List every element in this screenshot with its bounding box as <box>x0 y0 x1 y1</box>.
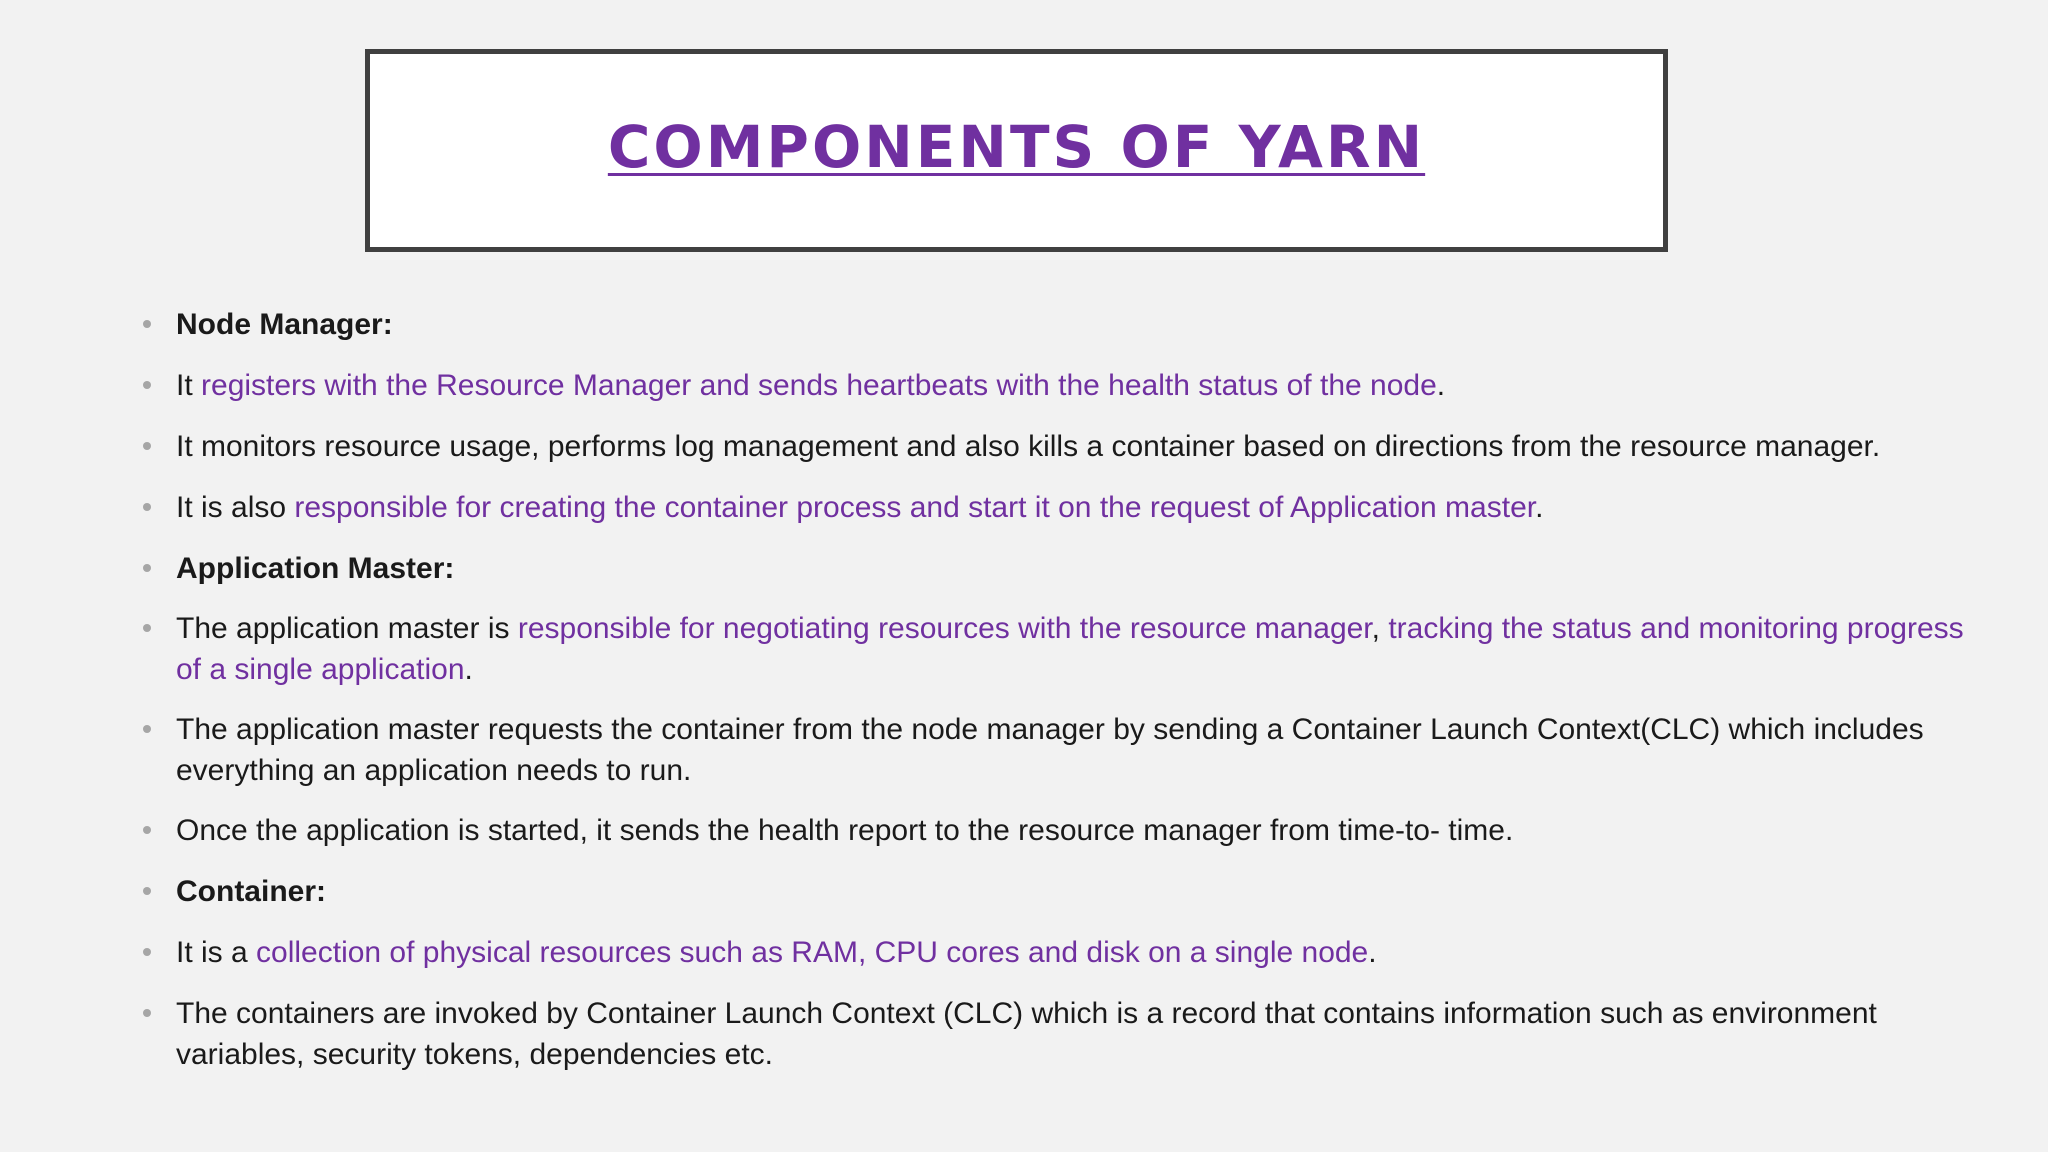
bullet-item <box>176 993 1966 1075</box>
bullet-heading-text: Application Master: <box>176 552 455 585</box>
bullet-item <box>176 709 1966 791</box>
bullet-text: It is also <box>176 491 295 524</box>
bullet-text: Once the application is started, it sends the health report to the resource manager from time-to- time. <box>176 814 1514 847</box>
bullet-item <box>176 365 1966 406</box>
bullet-item <box>176 810 1966 851</box>
bullet-text: . <box>1535 491 1544 524</box>
bullet-highlight: tracking the status and monitoring progress of a single application <box>176 612 1964 686</box>
bullet-text: The containers are invoked by Container Launch Context (CLC) which is a record that contains information such as environment variables, security tokens, dependencies etc. <box>176 997 1877 1071</box>
bullet-item <box>176 426 1966 467</box>
bullet-heading-node-manager <box>176 304 1966 345</box>
bullet-text: The application master is <box>176 612 518 645</box>
bullet-heading-text: Node Manager: <box>176 308 393 341</box>
bullet-heading-application-master <box>176 548 1966 589</box>
bullet-item <box>176 932 1966 973</box>
bullet-heading-container <box>176 871 1966 912</box>
bullet-text: It monitors resource usage, performs log management and also kills a container based on directions from the resource manager. <box>176 430 1881 463</box>
bullet-highlight: collection of physical resources such as RAM, CPU cores and disk on a single node <box>256 936 1369 969</box>
slide-title: COMPONENTS OF YARN <box>607 112 1426 181</box>
bullet-highlight: responsible for creating the container process and start it on the request of Application master <box>294 491 1536 524</box>
bullet-item <box>176 608 1966 690</box>
bullet-text: It <box>176 369 202 402</box>
bullet-item <box>176 487 1966 528</box>
bullet-heading-text: Container: <box>176 875 326 908</box>
bullet-text: , <box>1371 612 1389 645</box>
bullet-highlight: registers with the Resource Manager and sends heartbeats with the health status of the node <box>201 369 1437 402</box>
bullet-text: . <box>1368 936 1377 969</box>
bullet-text: The application master requests the container from the node manager by sending a Container Launch Context(CLC) which includes everything an application needs to run. <box>176 713 1924 787</box>
bullet-text: . <box>1436 369 1446 402</box>
bullet-highlight: responsible for negotiating resources with the resource manager <box>517 612 1372 645</box>
bullet-text: It is a <box>176 936 257 969</box>
bullet-text: . <box>464 653 473 686</box>
